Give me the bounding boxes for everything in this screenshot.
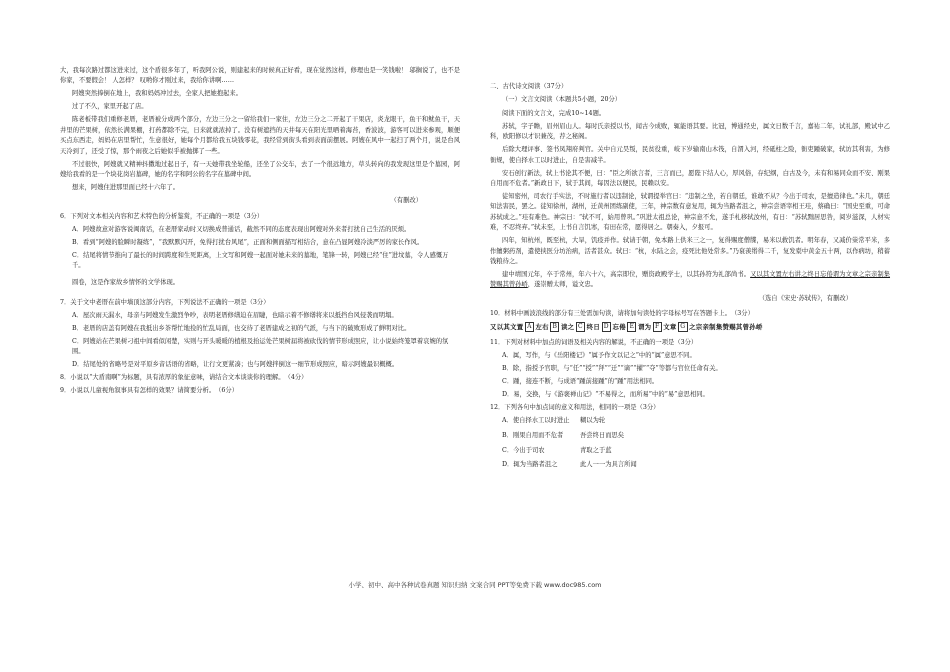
option-right: 吾尝终日而思矣 — [580, 431, 625, 439]
marking-segment: 终日 — [586, 323, 601, 332]
question-12-option-a — [490, 416, 890, 426]
classical-text-paragraph: 徒知密州，司农行手实法，不时施行者以违制论，轼谓提举官曰：“违制之坐，若自朝廷，谁敢不从？今出于司农，是擅造律也。”未几，朝廷知法害民，罢之。徒知徐州，湖州，迁黄州团练副使，三年，神宗数有意复用，辄为当路者沮之，神宗尝语宰相王珪，蔡确曰：“国史至重，可命苏轼成之。”珪有难色。神宗曰：“轼不可，始用曾巩。”巩进太祖总论，神宗意不允，遂手札移轼汝州，有日：“苏轼黜居思咎，阅岁滋深，人材实难，不忍终弃。”轼未至，上书自言饥寒，有田在常，愿得居之。朝奏入，夕报可。 — [490, 193, 890, 232]
question-6-option-d: 圆卷，这是作家故乡情怀的文学体现。 — [72, 278, 180, 286]
marking-segment: 谓为 — [637, 323, 652, 332]
option-left: C．今出于司农 — [502, 446, 545, 454]
page-footer: 小学、初中、高中各种试卷真题 知识归纳 文案合同 PPT等免费下载 www.doc985.com — [348, 581, 602, 589]
question-12: 12．下列各句中加点词的意义和用法，相同的一项是（3分） — [490, 403, 660, 411]
subsection-heading: （一）文言文阅读（本题共5小题，20分） — [502, 96, 622, 104]
question-7-option-b: B．老厝的店盖有阿嫂在我抵出乡茶帮忙地捡的忙乱局面，也交待了老厝建成之初的气派，与当下的破败形成了鲜明对比。 — [72, 325, 411, 333]
question-11-option-b: B．除，指授予官职，与“任”“授”“拜”“迁”“谪”“擢”“夺”等都与官位任命有关。 — [502, 364, 722, 372]
option-left: B．刚果自用而不危者 — [502, 431, 564, 439]
question-11-option-a: A．属，写作，与《岳阳楼记》“属予作文以记之”中的“属”意思不同。 — [502, 351, 696, 359]
question-6: 6．下列对文本相关内容和艺术特色的分析鉴赏，不正确的一项是（3分） — [60, 212, 264, 220]
passage-paragraph: 陈老板带我们重修老厝，老厝被分成两个部分，左边三分之一留给我们一家住，左边三分之二开起了干果店，炎龙眼干，鱼干和鱿鱼干，天井里的芒果树，依然长满果棚，打药都除不完，日来就就浓掉了。没有树遮挡的天井每天在阳光里晒着海苔，香波波，游客可以进来参观，顺便买点东西走，妈妈在店里帮忙，生意很好，她每个月都给我五块钱零花，我经常到街头看到表面前摆展。阿嫂在风中一起扫了两个月，说是台风天冷到了，还受了惊，那个雨夜之后她似乎被抛掷了一些。 — [60, 116, 460, 155]
text-segment: ，遂崇赠太师，谥文忠。 — [527, 281, 598, 289]
question-7-option-c: C．阿嫂站在芒果树刁祖中间看似闲楚，实则与开头暖暖的植根及抬运处芒果树届将被砍伐的情节形成照应，让小说始终笼罩着哀婉的氛围。 — [72, 338, 449, 356]
section-heading: 二、古代诗文阅读（37分） — [490, 83, 568, 90]
question-10: 10．材料中画波浪线的部分有三处需加句读，请将加句读处的字母标号写在答题卡上。 （3分） — [490, 310, 754, 318]
marker-a: A — [525, 322, 534, 332]
question-11: 11．下列对材料中加点的词语及相关内容的解说，不正确的一项是（3分） — [490, 338, 698, 346]
marker-e: E — [627, 322, 636, 332]
question-6-option-a: A．阿嫂故意对游客说闽南话，在老厝家动时又切换成普通话，截然不同的态度表现出阿嫂对外来者打扰自己生活的厌烦。 — [72, 225, 411, 233]
marking-segment: 之宗亲制集赞赐其曾孙峤 — [689, 323, 763, 332]
marking-prefix: 又以其文置 — [490, 323, 524, 332]
marking-segment: 读之 — [560, 323, 575, 332]
question-11-option-c: C．踵，接连不断，与成语“踵前接踵”的“踵”用法相同。 — [502, 377, 659, 385]
marking-segment: 文章 — [663, 323, 677, 332]
question-7: 7．关于文中老厝在前中墙顶这部分内容，下列说法不正确的一项是（3分） — [60, 299, 270, 307]
marker-f: F — [653, 322, 662, 332]
classical-text-paragraph: 四年，知杭州，既至杭，大旱，饥疫并作。轼请于朝，免本路上供米三之一，复得赐度僧牒，易米以救饥者。明年春，又减价粜常平米，多作饘粥药剂，遣使挟医分坊治病，活者甚众。轼曰：“杭，水陆之会，疫死比他处常多。”乃裒羡缗得二千，复发橐中黄金五十两，以作病坊，稍蓄钱粮待之。 — [490, 237, 890, 266]
question-6-option-c: C．结尾将情节推向了最长的时间跨度和生死距离，上文写和阿嫂一起面对她未来的墓地，笔锋一转，阿嫂已经“住”进坟墓，令人感慨万千。 — [72, 251, 449, 270]
passage-paragraph: 阿嫂突然捧倒在地上，我和妈妈冲过去，全家人把她抱起来。 — [72, 90, 243, 98]
marking-segment: 左右 — [535, 323, 549, 332]
marker-c: C — [576, 322, 585, 332]
classical-text-paragraph — [490, 270, 890, 291]
question-9: 9．小说以儿童视角叙事具有怎样的效果？请简要分析。 （6分） — [60, 387, 239, 395]
question-12-option-d — [490, 460, 890, 470]
marker-d: D — [602, 322, 612, 332]
question-6-option-b: B．看到“阿嫂的脸瞬时凝练”，“我默默闪开，免得打扰台风尾”，正面和侧面描写相结合，意在凸显阿嫂冷淡严厉的家长作风。 — [72, 238, 424, 246]
source-note: （选自《宋史·苏轼传》，有删改） — [758, 294, 852, 302]
passage-paragraph: 不过很快，阿嫂就又精神抖擞地过起日子，有一天她带我坐轮船，还坐了公交车，去了一个很远地方，草头转向的我发现这里是个墓园，阿嫂给我看的是一个块花岗岩墓碑，她的名字和阿公的名字在墓碑中间。 — [60, 160, 460, 179]
option-left: A．使自择水工以时进止 — [502, 416, 570, 424]
option-right: 此人一一为具言所闻 — [580, 461, 637, 469]
passage-paragraph: 过了不久，家里开起了店。 — [72, 103, 148, 111]
question-7-option-d: D．结尾处的省略号是对平原乡音话语的省略，让行文更紧凑；也与阿嫂拌倒这一细节形成照应，暗示阿嫂最识概概。 — [72, 361, 399, 369]
classical-text-paragraph: 安石创行新法，轼上书论其不便，曰：“臣之所欲言者，三言而已，愿陛下结人心，厚风俗，存纪纲，白古及今，未有和易同众而不安、刚果自用而不危者。”新政日下，轼于其间，每因法以便民，民赖以安。 — [490, 169, 890, 188]
right-column — [490, 66, 890, 475]
marker-b: B — [550, 322, 559, 332]
marker-g: G — [678, 322, 687, 332]
reading-instruction: 阅读下面的文言文，完成10~14题。 — [502, 109, 606, 117]
classical-text-paragraph: 苏轼，字子瞻，眉州眉山人。每时氏亲授以书，闻古今成败，辄能语其要。比冠，博通经史，属文日数千言，嘉祐二年，试礼部，殿试中乙科，欧阳修以才识兼茂，荐之秘阁。 — [490, 122, 890, 141]
question-7-option-a: A．屋次雨天漏水，母亲与阿嫂发生激烈争吵，表明老厝修缮迫在眉睫，也暗示着不修缮将来以抵挡台风侵袭而明塌。 — [72, 312, 398, 320]
passage-paragraph: 大，我每次路过都这进来过，这个盾很多年了，听我阿公说，则建起来的时候真正好看，现在觉然这样，修理也是一笑钱啦！ 邬搁说了，也不是你家，不要假会！ 人怎样？ 叹哟你才刚过来，我给你讲啊…… — [60, 67, 460, 85]
text-segment: 建中靖国元年，卒于常州，年六十六，高宗即位，赠资政殿学士，以其孙符为礼部尚书。 — [502, 271, 751, 279]
question-12-option-b — [490, 431, 890, 441]
option-right: 糊以为轮 — [580, 416, 606, 424]
option-right: 青取之于蓝 — [580, 446, 612, 454]
punctuation-marking-line — [490, 322, 890, 332]
classical-text-paragraph: 后除大理评事、签书凤翔府判官。关中自元昊叛，民贫役重，岐下岁输南山木筏，自渭入河，经砥柱之险，衙吏踵破家，轼访其利害，为修衙规，使自择水工以时进止，自是害减半。 — [490, 146, 890, 164]
question-12-option-c — [490, 446, 890, 456]
passage-paragraph: 想来，阿嫂住进那里面已经十六年了。 — [72, 184, 180, 192]
option-left: D．辄为当路者沮之 — [502, 461, 558, 469]
wavy-underlined-text: 又以其文置左右讲之终日忘倦谓为文章之宗亲制集赞赐其曾孙峤 — [490, 271, 891, 289]
source-note: （有删改） — [390, 197, 422, 205]
question-8: 8．小说以“大盾南啊”为标题，具有浓厚的象征意味，请结合文本谈谈你的理解。 （4分） — [60, 374, 308, 382]
left-column — [60, 66, 460, 399]
question-11-option-d: D．易，交换，与《游褒禅山记》“不易得之，而所易”中的“易”意思相同。 — [502, 390, 709, 398]
marking-segment: 忘倦 — [612, 323, 626, 332]
